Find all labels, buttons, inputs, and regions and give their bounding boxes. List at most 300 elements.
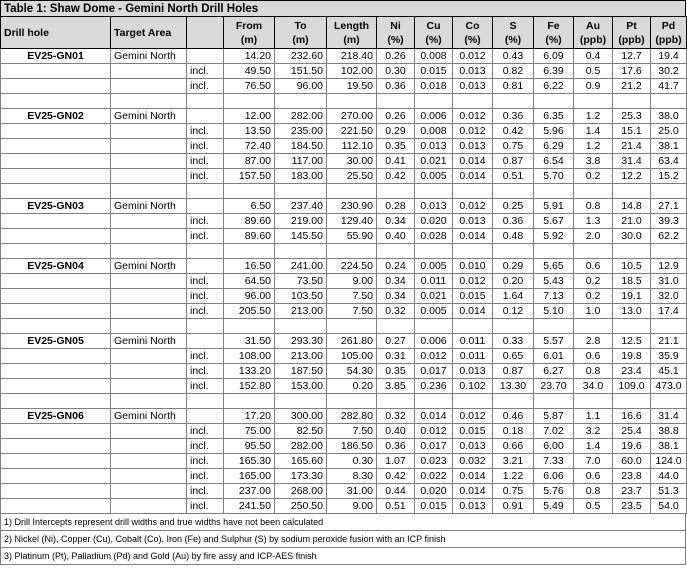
- drill-hole-cell: [1, 169, 111, 184]
- value-cell: 31.50: [224, 334, 275, 349]
- value-cell: 41.7: [651, 79, 687, 94]
- value-cell: 15.2: [651, 169, 687, 184]
- spacer-cell: [275, 394, 327, 409]
- footnote: 3) Platinum (Pt), Palladium (Pd) and Gold (Au) by fire assy and ICP-AES finish: [0, 548, 686, 565]
- value-cell: 21.1: [651, 334, 687, 349]
- value-cell: 10.5: [613, 259, 651, 274]
- interval-label-cell: incl.: [187, 364, 224, 379]
- value-cell: 165.30: [224, 454, 275, 469]
- spacer-cell: [534, 94, 574, 109]
- spacer-cell: [327, 244, 377, 259]
- value-cell: 0.236: [415, 379, 453, 394]
- value-cell: 112.10: [327, 139, 377, 154]
- value-cell: 0.51: [377, 499, 415, 514]
- interval-label-cell: incl.: [187, 469, 224, 484]
- target-area-cell: [111, 229, 187, 244]
- value-cell: 55.90: [327, 229, 377, 244]
- interval-label-cell: incl.: [187, 454, 224, 469]
- interval-label-cell: incl.: [187, 349, 224, 364]
- value-cell: 0.81: [493, 79, 534, 94]
- value-cell: 0.014: [415, 409, 453, 424]
- table-row: [1, 214, 687, 229]
- interval-label-cell: [187, 199, 224, 214]
- value-cell: 5.96: [534, 124, 574, 139]
- value-cell: 5.10: [534, 304, 574, 319]
- value-cell: 0.013: [453, 364, 493, 379]
- column-header: Au (ppb): [574, 17, 613, 49]
- footnotes: [0, 514, 686, 565]
- value-cell: 15.1: [613, 124, 651, 139]
- value-cell: 0.012: [415, 424, 453, 439]
- target-area-cell: [111, 439, 187, 454]
- value-cell: 219.00: [275, 214, 327, 229]
- table-row: [1, 409, 687, 424]
- spacer-cell: [651, 244, 687, 259]
- drill-hole-cell: EV25-GN05: [1, 334, 111, 349]
- spacer-cell: [224, 244, 275, 259]
- value-cell: 23.5: [613, 499, 651, 514]
- target-area-cell: Gemini North: [111, 109, 187, 124]
- value-cell: 2.0: [574, 229, 613, 244]
- value-cell: 31.00: [327, 484, 377, 499]
- value-cell: 0.24: [377, 259, 415, 274]
- spacer-cell: [377, 94, 415, 109]
- value-cell: 0.30: [377, 64, 415, 79]
- value-cell: 72.40: [224, 139, 275, 154]
- value-cell: 0.31: [377, 349, 415, 364]
- value-cell: 157.50: [224, 169, 275, 184]
- drill-hole-cell: [1, 214, 111, 229]
- value-cell: 63.4: [651, 154, 687, 169]
- value-cell: 0.013: [453, 139, 493, 154]
- value-cell: 0.8: [574, 484, 613, 499]
- interval-label-cell: incl.: [187, 79, 224, 94]
- value-cell: 105.00: [327, 349, 377, 364]
- target-area-cell: [111, 214, 187, 229]
- spacer-cell: [651, 94, 687, 109]
- value-cell: 103.50: [275, 289, 327, 304]
- drill-hole-cell: [1, 499, 111, 514]
- interval-label-cell: incl.: [187, 274, 224, 289]
- value-cell: 268.00: [275, 484, 327, 499]
- value-cell: 6.54: [534, 154, 574, 169]
- value-cell: 241.00: [275, 259, 327, 274]
- interval-label-cell: incl.: [187, 484, 224, 499]
- value-cell: 1.2: [574, 109, 613, 124]
- target-area-cell: [111, 349, 187, 364]
- spacer-row: [1, 319, 687, 334]
- spacer-cell: [574, 319, 613, 334]
- interval-label-cell: incl.: [187, 214, 224, 229]
- value-cell: 0.42: [377, 469, 415, 484]
- drill-hole-cell: [1, 229, 111, 244]
- value-cell: 0.29: [377, 124, 415, 139]
- interval-label-cell: incl.: [187, 424, 224, 439]
- interval-label-cell: [187, 334, 224, 349]
- value-cell: 0.35: [377, 139, 415, 154]
- value-cell: 0.26: [377, 109, 415, 124]
- value-cell: 44.0: [651, 469, 687, 484]
- drill-hole-cell: [1, 454, 111, 469]
- value-cell: 12.5: [613, 334, 651, 349]
- drill-hole-cell: [1, 349, 111, 364]
- value-cell: 241.50: [224, 499, 275, 514]
- table-row: [1, 289, 687, 304]
- column-header: Co (%): [453, 17, 493, 49]
- drill-hole-cell: [1, 469, 111, 484]
- value-cell: 7.50: [327, 289, 377, 304]
- value-cell: 19.4: [651, 49, 687, 64]
- value-cell: 0.42: [493, 124, 534, 139]
- value-cell: 21.4: [613, 139, 651, 154]
- value-cell: 205.50: [224, 304, 275, 319]
- column-header: To (m): [275, 17, 327, 49]
- drill-holes-table: [0, 16, 687, 514]
- target-area-cell: [111, 154, 187, 169]
- value-cell: 0.008: [415, 124, 453, 139]
- value-cell: 54.30: [327, 364, 377, 379]
- value-cell: 184.50: [275, 139, 327, 154]
- target-area-cell: [111, 379, 187, 394]
- spacer-row: [1, 244, 687, 259]
- value-cell: 5.65: [534, 259, 574, 274]
- value-cell: 0.27: [377, 334, 415, 349]
- value-cell: 0.36: [377, 79, 415, 94]
- value-cell: 9.00: [327, 274, 377, 289]
- value-cell: 38.0: [651, 109, 687, 124]
- drill-hole-cell: EV25-GN06: [1, 409, 111, 424]
- value-cell: 17.6: [613, 64, 651, 79]
- value-cell: 235.00: [275, 124, 327, 139]
- spacer-cell: [613, 244, 651, 259]
- value-cell: 38.1: [651, 439, 687, 454]
- table-row: [1, 379, 687, 394]
- spacer-cell: [111, 184, 187, 199]
- spacer-cell: [613, 319, 651, 334]
- spacer-cell: [453, 394, 493, 409]
- value-cell: 0.015: [453, 289, 493, 304]
- column-header: Pd (ppb): [651, 17, 687, 49]
- interval-label-cell: [187, 49, 224, 64]
- value-cell: 0.014: [453, 484, 493, 499]
- value-cell: 250.50: [275, 499, 327, 514]
- value-cell: 0.5: [574, 499, 613, 514]
- spacer-cell: [534, 394, 574, 409]
- value-cell: 39.3: [651, 214, 687, 229]
- spacer-cell: [377, 319, 415, 334]
- drill-hole-cell: [1, 379, 111, 394]
- target-area-cell: [111, 469, 187, 484]
- value-cell: 1.2: [574, 139, 613, 154]
- spacer-cell: [415, 244, 453, 259]
- value-cell: 27.1: [651, 199, 687, 214]
- value-cell: 0.013: [453, 214, 493, 229]
- value-cell: 0.20: [327, 379, 377, 394]
- value-cell: 270.00: [327, 109, 377, 124]
- value-cell: 165.00: [224, 469, 275, 484]
- value-cell: 96.00: [224, 289, 275, 304]
- value-cell: 1.07: [377, 454, 415, 469]
- value-cell: 96.00: [275, 79, 327, 94]
- table-row: [1, 469, 687, 484]
- value-cell: 0.012: [415, 349, 453, 364]
- column-header: Drill hole: [1, 17, 111, 49]
- value-cell: 187.50: [275, 364, 327, 379]
- value-cell: 21.2: [613, 79, 651, 94]
- value-cell: 0.41: [377, 154, 415, 169]
- value-cell: 0.015: [453, 424, 493, 439]
- interval-label-cell: incl.: [187, 64, 224, 79]
- value-cell: 19.50: [327, 79, 377, 94]
- value-cell: 0.35: [377, 364, 415, 379]
- value-cell: 62.2: [651, 229, 687, 244]
- value-cell: 5.57: [534, 334, 574, 349]
- value-cell: 0.018: [415, 79, 453, 94]
- header-row: [1, 17, 687, 49]
- value-cell: 0.013: [453, 79, 493, 94]
- value-cell: 17.4: [651, 304, 687, 319]
- value-cell: 0.91: [493, 499, 534, 514]
- column-header: Fe (%): [534, 17, 574, 49]
- value-cell: 3.85: [377, 379, 415, 394]
- value-cell: 5.76: [534, 484, 574, 499]
- value-cell: 213.00: [275, 349, 327, 364]
- value-cell: 129.40: [327, 214, 377, 229]
- target-area-cell: [111, 274, 187, 289]
- value-cell: 0.020: [415, 214, 453, 229]
- table-row: [1, 64, 687, 79]
- value-cell: 6.09: [534, 49, 574, 64]
- drill-hole-cell: [1, 289, 111, 304]
- value-cell: 0.006: [415, 109, 453, 124]
- drill-hole-cell: [1, 364, 111, 379]
- value-cell: 0.48: [493, 229, 534, 244]
- drill-hole-cell: [1, 274, 111, 289]
- value-cell: 0.014: [453, 169, 493, 184]
- value-cell: 0.021: [415, 289, 453, 304]
- spacer-row: [1, 94, 687, 109]
- target-area-cell: Gemini North: [111, 49, 187, 64]
- value-cell: 5.70: [534, 169, 574, 184]
- value-cell: 23.7: [613, 484, 651, 499]
- interval-label-cell: incl.: [187, 439, 224, 454]
- value-cell: 13.50: [224, 124, 275, 139]
- spacer-cell: [574, 184, 613, 199]
- value-cell: 5.49: [534, 499, 574, 514]
- value-cell: 6.22: [534, 79, 574, 94]
- drill-hole-cell: EV25-GN02: [1, 109, 111, 124]
- table-row: [1, 169, 687, 184]
- target-area-cell: Gemini North: [111, 334, 187, 349]
- value-cell: 87.00: [224, 154, 275, 169]
- spacer-cell: [651, 184, 687, 199]
- value-cell: 3.8: [574, 154, 613, 169]
- value-cell: 282.80: [327, 409, 377, 424]
- value-cell: 282.00: [275, 439, 327, 454]
- spacer-cell: [574, 394, 613, 409]
- value-cell: 0.013: [415, 139, 453, 154]
- table-row: [1, 364, 687, 379]
- value-cell: 23.8: [613, 469, 651, 484]
- value-cell: 0.020: [415, 484, 453, 499]
- spacer-cell: [534, 244, 574, 259]
- value-cell: 293.30: [275, 334, 327, 349]
- spacer-cell: [187, 244, 224, 259]
- value-cell: 261.80: [327, 334, 377, 349]
- table-row: [1, 304, 687, 319]
- column-header: Pt (ppb): [613, 17, 651, 49]
- target-area-cell: Gemini North: [111, 409, 187, 424]
- value-cell: 31.4: [651, 409, 687, 424]
- value-cell: 237.00: [224, 484, 275, 499]
- value-cell: 0.33: [493, 334, 534, 349]
- value-cell: 0.005: [415, 169, 453, 184]
- interval-label-cell: [187, 409, 224, 424]
- value-cell: 218.40: [327, 49, 377, 64]
- spacer-cell: [187, 319, 224, 334]
- value-cell: 54.0: [651, 499, 687, 514]
- value-cell: 0.44: [377, 484, 415, 499]
- value-cell: 0.87: [493, 364, 534, 379]
- spacer-cell: [327, 184, 377, 199]
- value-cell: 25.50: [327, 169, 377, 184]
- spacer-cell: [224, 394, 275, 409]
- value-cell: 60.0: [613, 454, 651, 469]
- value-cell: 0.005: [415, 259, 453, 274]
- value-cell: 0.017: [415, 364, 453, 379]
- drill-hole-cell: EV25-GN03: [1, 199, 111, 214]
- value-cell: 0.36: [493, 109, 534, 124]
- spacer-cell: [613, 184, 651, 199]
- column-header: [187, 17, 224, 49]
- value-cell: 1.4: [574, 439, 613, 454]
- value-cell: 0.2: [574, 274, 613, 289]
- value-cell: 0.40: [377, 424, 415, 439]
- value-cell: 5.92: [534, 229, 574, 244]
- value-cell: 0.013: [453, 64, 493, 79]
- value-cell: 38.1: [651, 139, 687, 154]
- value-cell: 12.2: [613, 169, 651, 184]
- value-cell: 6.50: [224, 199, 275, 214]
- value-cell: 13.30: [493, 379, 534, 394]
- value-cell: 5.91: [534, 199, 574, 214]
- value-cell: 0.011: [453, 334, 493, 349]
- value-cell: 0.87: [493, 154, 534, 169]
- value-cell: 30.2: [651, 64, 687, 79]
- value-cell: 75.00: [224, 424, 275, 439]
- spacer-cell: [1, 94, 111, 109]
- spacer-cell: [534, 184, 574, 199]
- value-cell: 221.50: [327, 124, 377, 139]
- value-cell: 3.21: [493, 454, 534, 469]
- value-cell: 25.3: [613, 109, 651, 124]
- value-cell: 0.43: [493, 49, 534, 64]
- target-area-cell: [111, 454, 187, 469]
- value-cell: 17.20: [224, 409, 275, 424]
- drill-hole-cell: [1, 79, 111, 94]
- value-cell: 89.60: [224, 214, 275, 229]
- value-cell: 108.00: [224, 349, 275, 364]
- table-row: [1, 109, 687, 124]
- value-cell: 0.013: [453, 439, 493, 454]
- value-cell: 31.0: [651, 274, 687, 289]
- value-cell: 117.00: [275, 154, 327, 169]
- value-cell: 25.4: [613, 424, 651, 439]
- value-cell: 7.50: [327, 304, 377, 319]
- footnote: 1) Drill Intercepts represent drill widths and true widths have not been calculated: [0, 514, 686, 531]
- table-row: [1, 274, 687, 289]
- spacer-cell: [1, 319, 111, 334]
- value-cell: 0.012: [453, 109, 493, 124]
- value-cell: 0.66: [493, 439, 534, 454]
- target-area-cell: [111, 139, 187, 154]
- interval-label-cell: incl.: [187, 499, 224, 514]
- table-row: [1, 199, 687, 214]
- table-body: [1, 49, 687, 514]
- spacer-cell: [574, 244, 613, 259]
- value-cell: 145.50: [275, 229, 327, 244]
- table-row: [1, 49, 687, 64]
- spacer-cell: [493, 394, 534, 409]
- drill-hole-cell: [1, 154, 111, 169]
- spacer-cell: [111, 244, 187, 259]
- value-cell: 14.8: [613, 199, 651, 214]
- spacer-cell: [111, 394, 187, 409]
- value-cell: 16.6: [613, 409, 651, 424]
- value-cell: 133.20: [224, 364, 275, 379]
- value-cell: 0.008: [415, 49, 453, 64]
- value-cell: 183.00: [275, 169, 327, 184]
- spacer-cell: [327, 394, 377, 409]
- value-cell: 49.50: [224, 64, 275, 79]
- value-cell: 21.0: [613, 214, 651, 229]
- value-cell: 0.29: [493, 259, 534, 274]
- value-cell: 0.013: [415, 199, 453, 214]
- value-cell: 5.43: [534, 274, 574, 289]
- value-cell: 0.34: [377, 289, 415, 304]
- value-cell: 232.60: [275, 49, 327, 64]
- value-cell: 38.8: [651, 424, 687, 439]
- table-row: [1, 79, 687, 94]
- value-cell: 8.30: [327, 469, 377, 484]
- drill-hole-cell: [1, 139, 111, 154]
- value-cell: 0.18: [493, 424, 534, 439]
- value-cell: 64.50: [224, 274, 275, 289]
- spacer-cell: [493, 244, 534, 259]
- table-row: [1, 154, 687, 169]
- value-cell: 23.70: [534, 379, 574, 394]
- value-cell: 25.0: [651, 124, 687, 139]
- value-cell: 153.00: [275, 379, 327, 394]
- value-cell: 0.014: [453, 304, 493, 319]
- interval-label-cell: [187, 109, 224, 124]
- value-cell: 0.20: [493, 274, 534, 289]
- table-row: [1, 439, 687, 454]
- value-cell: 0.2: [574, 289, 613, 304]
- value-cell: 0.012: [453, 199, 493, 214]
- spacer-cell: [453, 319, 493, 334]
- value-cell: 5.67: [534, 214, 574, 229]
- interval-label-cell: incl.: [187, 304, 224, 319]
- value-cell: 230.90: [327, 199, 377, 214]
- spacer-cell: [275, 244, 327, 259]
- value-cell: 151.50: [275, 64, 327, 79]
- value-cell: 6.00: [534, 439, 574, 454]
- table-row: [1, 349, 687, 364]
- value-cell: 0.012: [453, 409, 493, 424]
- value-cell: 6.35: [534, 109, 574, 124]
- value-cell: 0.46: [493, 409, 534, 424]
